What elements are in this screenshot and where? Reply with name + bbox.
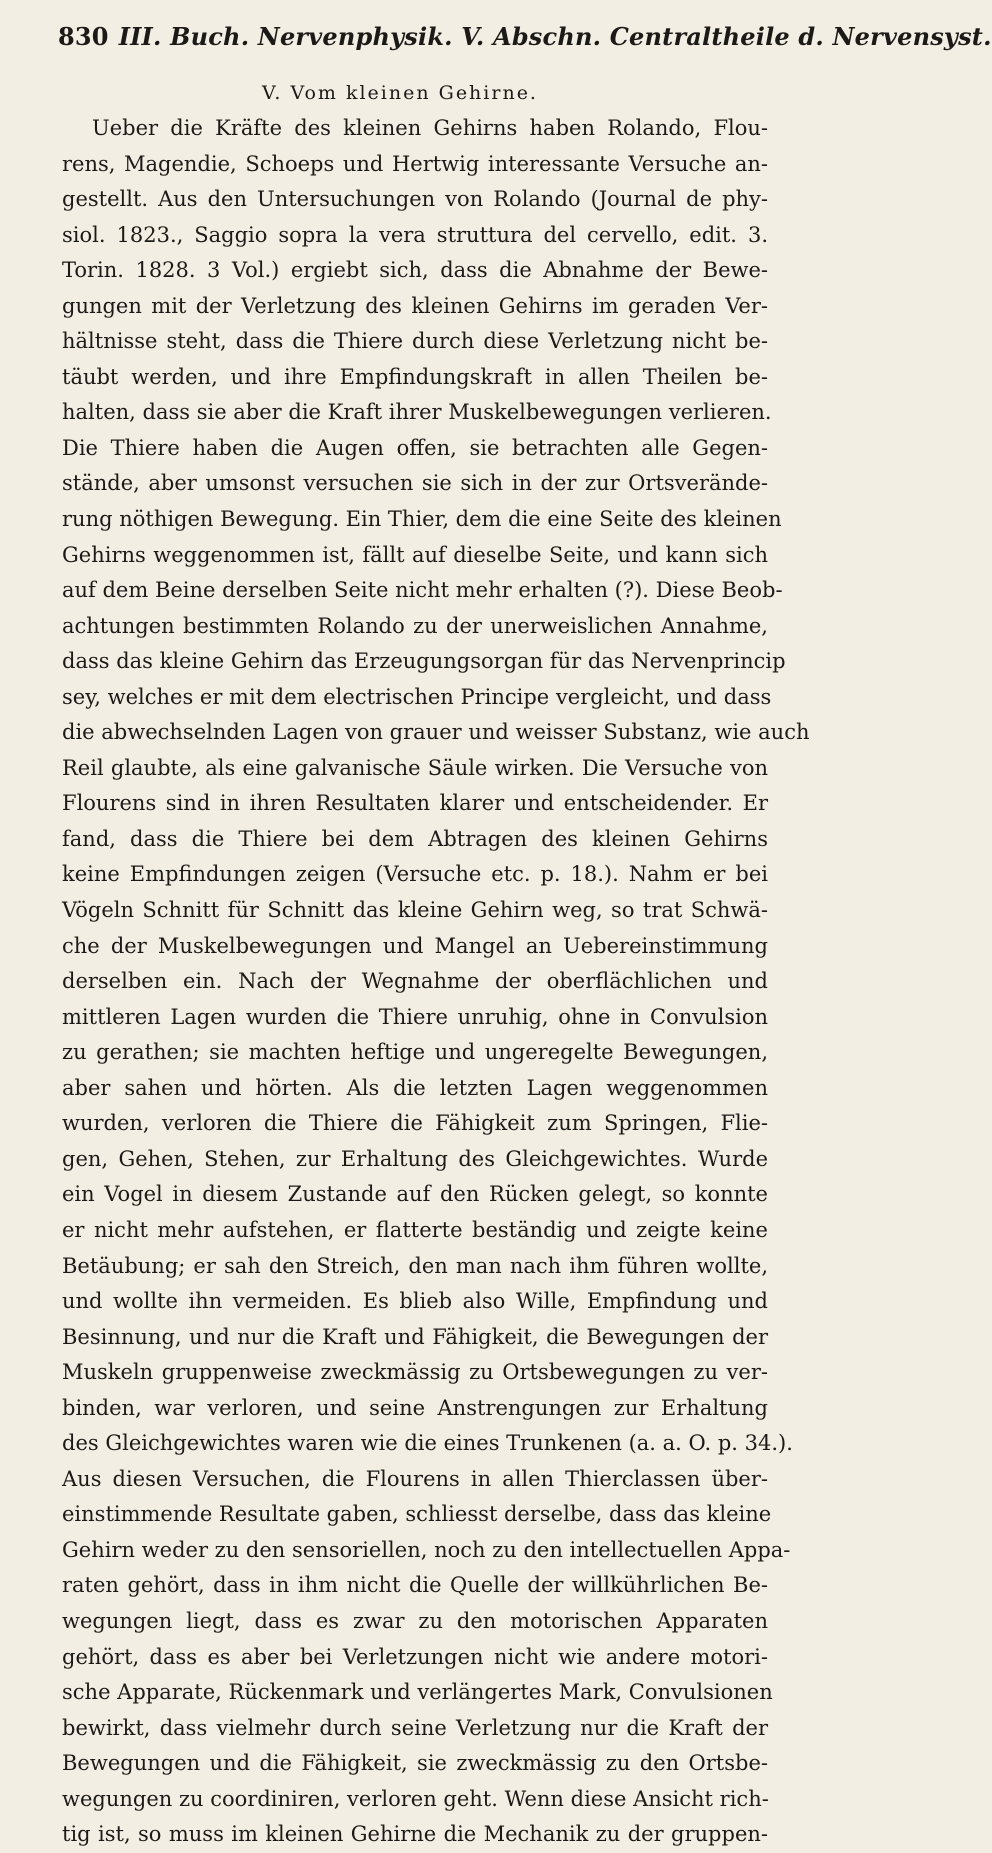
text-line: halten, dass sie aber die Kraft ihrer Muskelbewegungen verlieren. (62, 400, 772, 425)
body-text (62, 111, 810, 1853)
text-line: rung nöthigen Bewegung. Ein Thier, dem die eine Seite des kleinen (62, 507, 782, 532)
page-number: 830 (58, 22, 109, 51)
text-line: fand, dass die Thiere bei dem Abtragen des kleinen Gehirns (62, 826, 768, 851)
text-line: keine Empfindungen zeigen (Versuche etc. p. 18.). Nahm er bei (62, 862, 768, 887)
text-line: achtungen bestimmten Rolando zu der unerweislichen Annahme, (62, 613, 768, 638)
text-line: bewirkt, dass vielmehr durch seine Verletzung nur die Kraft der (62, 1715, 768, 1740)
running-head (58, 22, 992, 51)
text-line: Reil glaubte, als eine galvanische Säule wirken. Die Versuche von (62, 755, 768, 780)
text-line: Vögeln Schnitt für Schnitt das kleine Gehirn weg, so trat Schwä- (62, 898, 768, 923)
text-line: rens, Magendie, Schoeps und Hertwig interessante Versuche an- (62, 151, 768, 176)
text-line: wegungen liegt, dass es zwar zu den motorischen Apparaten (62, 1608, 768, 1633)
section-heading: V. Vom kleinen Gehirne. (262, 82, 538, 104)
text-line: und wollte ihn vermeiden. Es blieb also Wille, Empfindung und (62, 1289, 768, 1314)
text-line: Gehirn weder zu den sensoriellen, noch zu den intellectuellen Appa- (62, 1537, 791, 1562)
text-line: Muskeln gruppenweise zweckmässig zu Ortsbewegungen zu ver- (62, 1360, 768, 1385)
text-line: wurden, verloren die Thiere die Fähigkeit zum Springen, Flie- (62, 1111, 768, 1136)
text-line: zu gerathen; sie machten heftige und ungeregelte Bewegungen, (62, 1040, 768, 1065)
text-line: siol. 1823., Saggio sopra la vera struttura del cervello, edit. 3. (62, 222, 768, 247)
text-line: auf dem Beine derselben Seite nicht mehr erhalten (?). Diese Beob- (62, 578, 783, 603)
text-line: hältnisse steht, dass die Thiere durch diese Verletzung nicht be- (62, 329, 768, 354)
text-line: tig ist, so muss im kleinen Gehirne die Mechanik zu der gruppen- (62, 1822, 768, 1847)
text-line: aber sahen und hörten. Als die letzten Lagen weggenommen (62, 1075, 768, 1100)
text-line: Besinnung, und nur die Kraft und Fähigkeit, die Bewegungen der (62, 1324, 768, 1349)
text-line: gen, Gehen, Stehen, zur Erhaltung des Gleichgewichtes. Wurde (62, 1146, 768, 1171)
text-line: er nicht mehr aufstehen, er flatterte beständig und zeigte keine (62, 1217, 768, 1242)
text-line: Gehirns weggenommen ist, fällt auf dieselbe Seite, und kann sich (62, 542, 768, 567)
text-line: Aus diesen Versuchen, die Flourens in allen Thierclassen über- (62, 1466, 768, 1491)
text-line: Flourens sind in ihren Resultaten klarer und entscheidender. Er (62, 791, 768, 816)
text-line: Ueber die Kräfte des kleinen Gehirns haben Rolando, Flou- (92, 116, 768, 140)
text-line: Die Thiere haben die Augen offen, sie betrachten alle Gegen- (62, 435, 768, 460)
text-line: raten gehört, dass in ihm nicht die Quelle der willkührlichen Be- (62, 1573, 768, 1598)
text-line: Bewegungen und die Fähigkeit, sie zweckmässig zu den Ortsbe- (62, 1751, 768, 1776)
text-line: ein Vogel in diesem Zustande auf den Rücken gelegt, so konnte (62, 1182, 768, 1207)
text-line: binden, war verloren, und seine Anstrengungen zur Erhaltung (62, 1395, 768, 1420)
text-line: Torin. 1828. 3 Vol.) ergiebt sich, dass die Abnahme der Bewe- (62, 258, 768, 283)
text-line: dass das kleine Gehirn das Erzeugungsorgan für das Nervenprincip (62, 649, 786, 674)
text-line: che der Muskelbewegungen und Mangel an Uebereinstimmung (62, 933, 768, 958)
running-head-title: III. Buch. Nervenphysik. V. Abschn. Centraltheile d. Nervensyst. (118, 22, 992, 51)
text-line: wegungen zu coordiniren, verloren geht. Wenn diese Ansicht rich- (62, 1786, 769, 1811)
text-line: Betäubung; er sah den Streich, den man nach ihm führen wollte, (62, 1253, 768, 1278)
text-line: einstimmende Resultate gaben, schliesst derselbe, dass das kleine (62, 1502, 772, 1527)
text-line: täubt werden, und ihre Empfindungskraft in allen Theilen be- (62, 364, 768, 389)
text-line: gehört, dass es aber bei Verletzungen nicht wie andere motori- (62, 1644, 768, 1669)
text-line: des Gleichgewichtes waren wie die eines Trunkenen (a. a. O. p. 34.). (62, 1431, 793, 1456)
text-line: stände, aber umsonst versuchen sie sich in der zur Ortsverände- (62, 471, 768, 496)
text-line: sey, welches er mit dem electrischen Principe vergleicht, und dass (62, 684, 772, 709)
text-line: derselben ein. Nach der Wegnahme der oberflächlichen und (62, 969, 768, 994)
text-line: gestellt. Aus den Untersuchungen von Rolando (Journal de phy- (62, 187, 768, 212)
text-line: mittleren Lagen wurden die Thiere unruhig, ohne in Convulsion (62, 1004, 768, 1029)
text-line: sche Apparate, Rückenmark und verlängertes Mark, Convulsionen (62, 1680, 773, 1705)
text-line: gungen mit der Verletzung des kleinen Gehirns im geraden Ver- (62, 293, 768, 318)
text-line: die abwechselnden Lagen von grauer und weisser Substanz, wie auch (62, 720, 810, 745)
